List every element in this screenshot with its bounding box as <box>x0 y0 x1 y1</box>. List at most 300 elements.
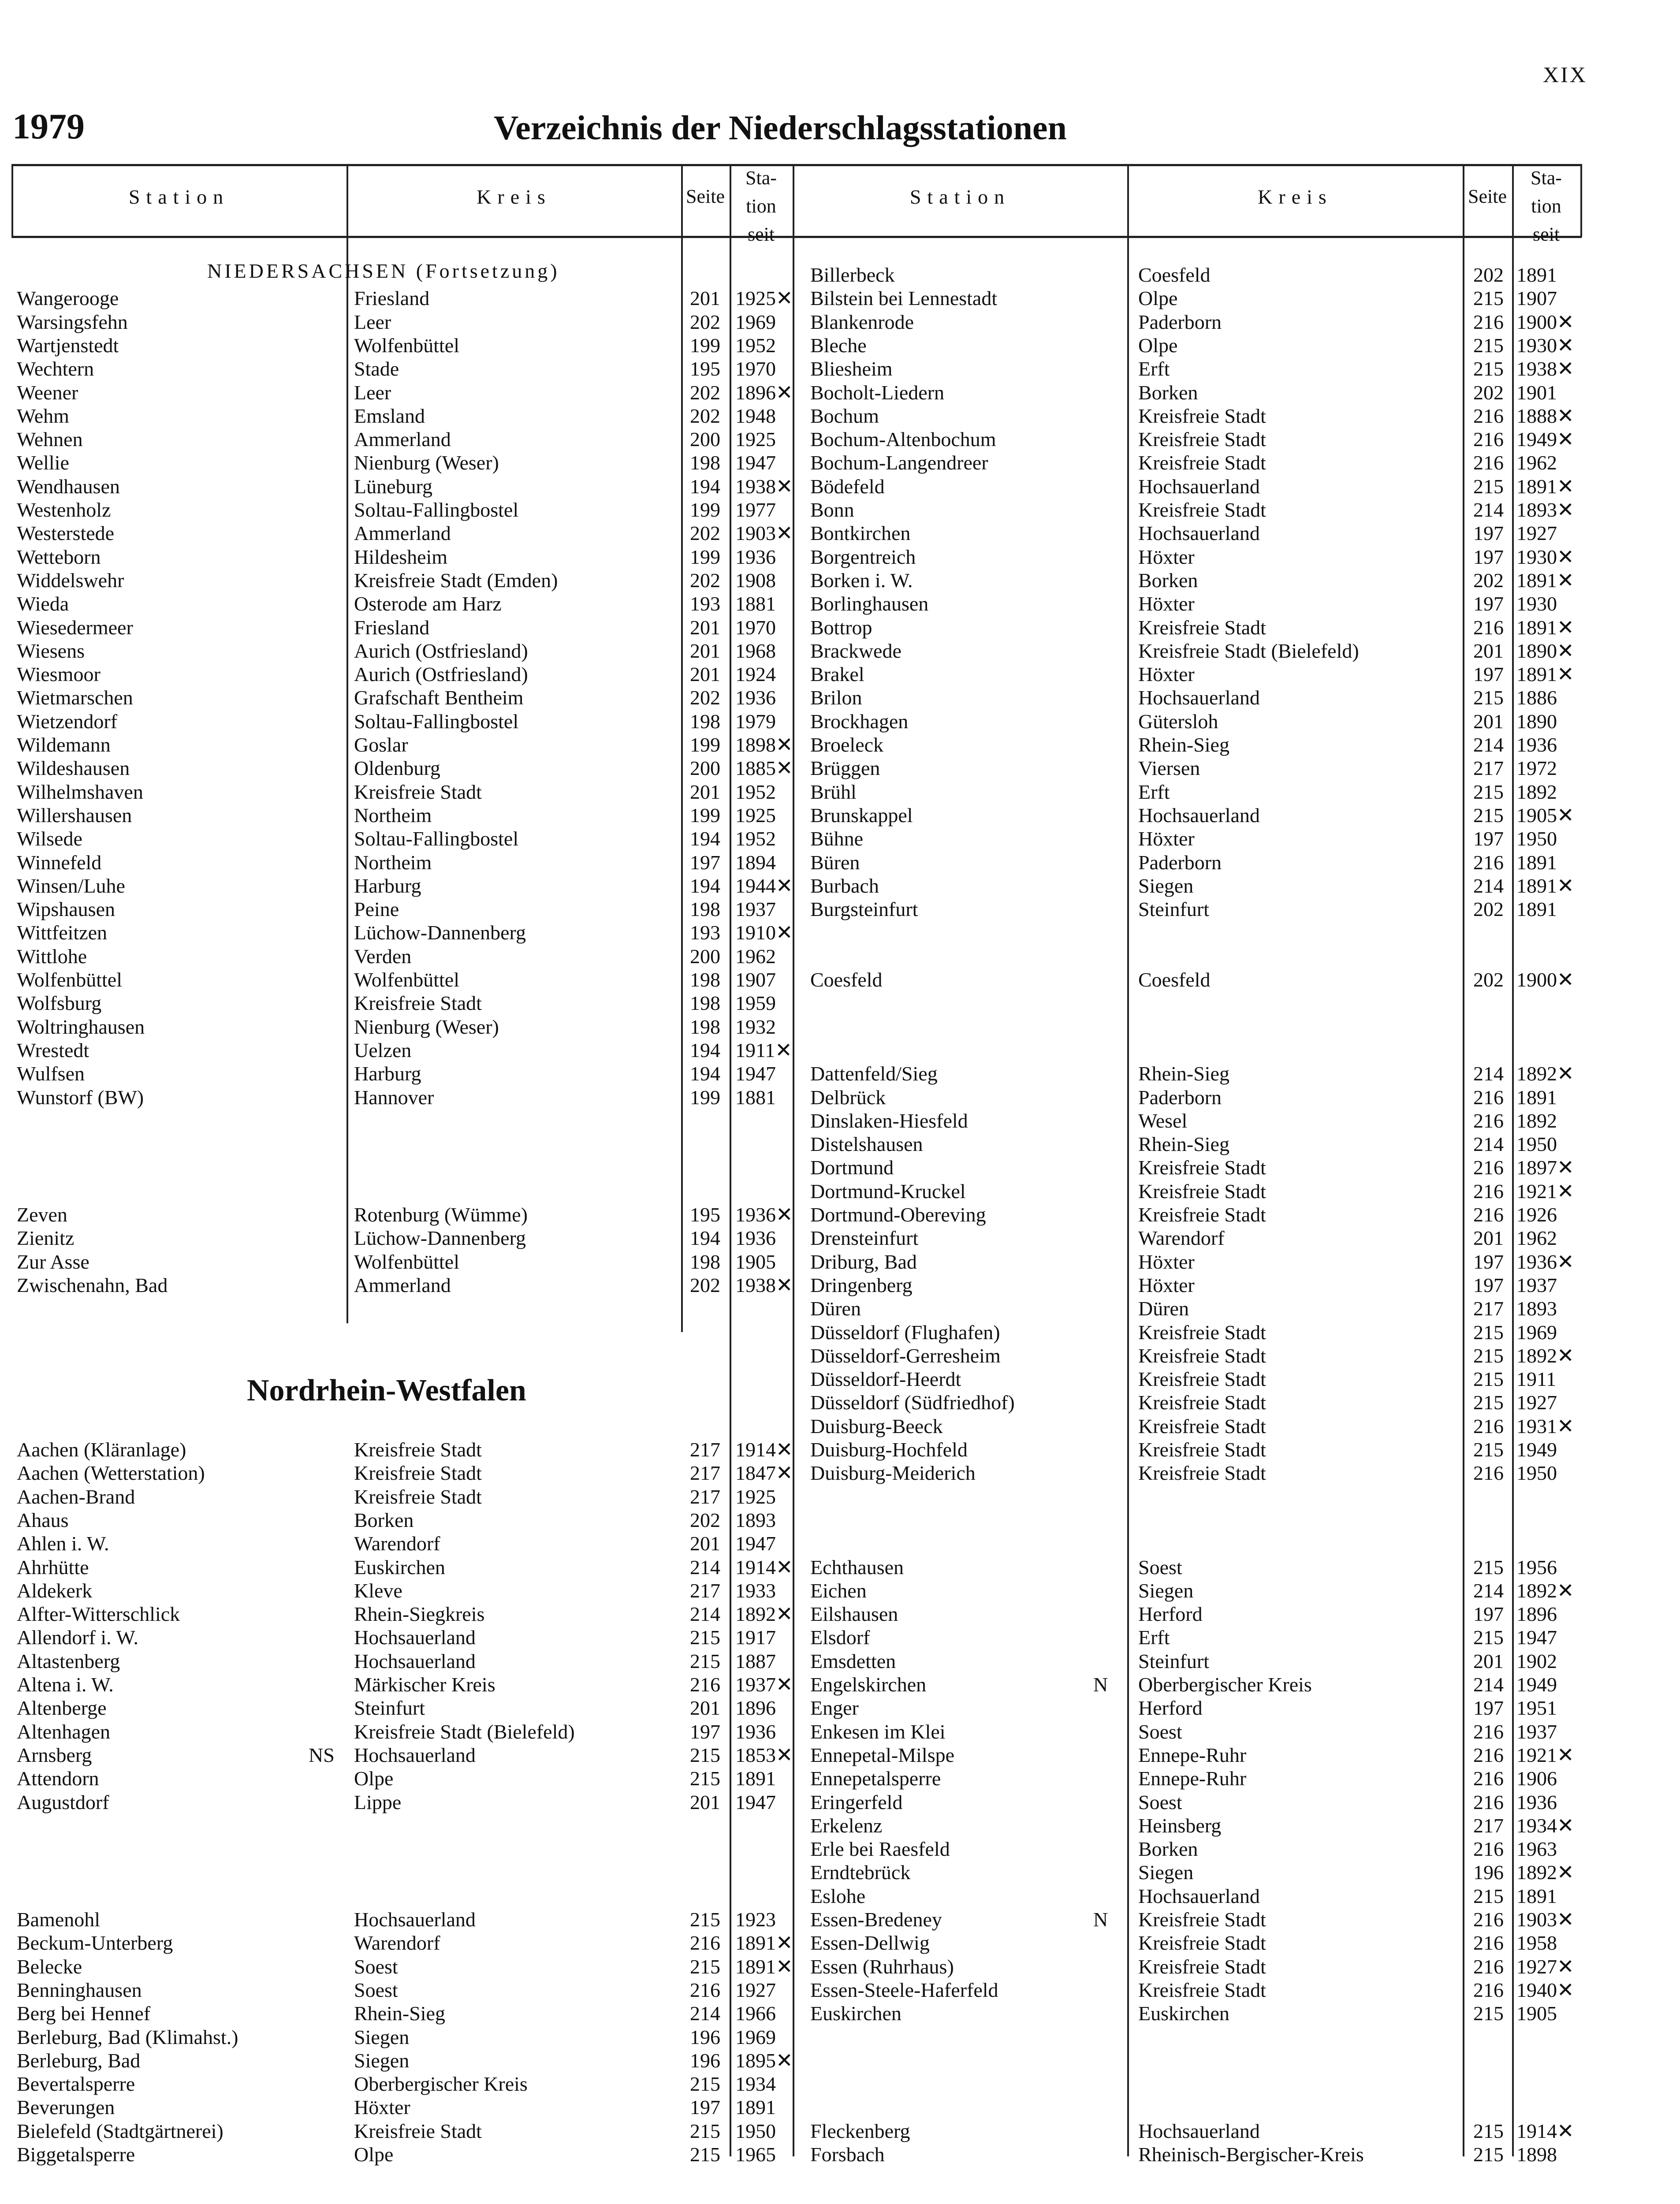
kreis-name: Steinfurt <box>354 1697 425 1720</box>
station-name: Burbach <box>810 874 879 897</box>
seite-number: 215 <box>690 1955 720 1978</box>
kreis-name: Kreisfreie Stadt <box>1138 1932 1266 1955</box>
station-since-year: 1930✕ <box>1516 334 1574 357</box>
kreis-name: Siegen <box>1138 1579 1194 1602</box>
kreis-name: Wolfenbüttel <box>354 334 460 357</box>
station-since-year: 1970 <box>735 357 776 380</box>
station-since-year: 1950 <box>1516 1133 1557 1156</box>
seite-number: 215 <box>1473 686 1504 709</box>
station-name: Berleburg, Bad <box>17 2049 141 2072</box>
station-since-year: 1936 <box>735 1720 776 1743</box>
page-title: Verzeichnis der Niederschlagsstationen <box>494 108 1067 147</box>
station-name: Wietzendorf <box>17 710 118 733</box>
station-since-year: 1952 <box>735 780 776 803</box>
station-name: Bielefeld (Stadtgärtnerei) <box>17 2119 224 2142</box>
station-since-year: 1930✕ <box>1516 545 1574 568</box>
station-name: Blankenrode <box>810 310 914 333</box>
seite-number: 198 <box>690 898 720 921</box>
station-since-year: 1907 <box>735 968 776 991</box>
station-name: Wrestedt <box>17 1039 89 1061</box>
station-since-year: 1947 <box>735 1791 776 1813</box>
seite-number: 201 <box>1473 639 1504 662</box>
seite-number: 194 <box>690 874 720 897</box>
station-since-year: 1892✕ <box>1516 1579 1574 1602</box>
seite-number: 215 <box>690 1626 720 1649</box>
station-name: Bamenohl <box>17 1908 101 1931</box>
kreis-name: Olpe <box>1138 287 1178 310</box>
kreis-name: Wolfenbüttel <box>354 968 460 991</box>
kreis-name: Erft <box>1138 780 1170 803</box>
station-name: Bonn <box>810 499 854 521</box>
kreis-name: Kreisfreie Stadt <box>1138 1978 1266 2001</box>
station-since-year: 1937 <box>1516 1273 1557 1296</box>
kreis-name: Warendorf <box>1138 1227 1225 1250</box>
seite-number: 217 <box>690 1579 720 1602</box>
station-since-year: 1937 <box>1516 1720 1557 1743</box>
seite-number: 214 <box>690 1603 720 1626</box>
station-name: Wittfeitzen <box>17 921 108 944</box>
station-name: Dinslaken-Hiesfeld <box>810 1109 968 1132</box>
kreis-name: Euskirchen <box>1138 2002 1229 2025</box>
kreis-name: Borken <box>1138 1838 1198 1861</box>
kreis-name: Borken <box>1138 381 1198 404</box>
seite-number: 201 <box>690 1532 720 1555</box>
seite-number: 199 <box>690 334 720 357</box>
seite-number: 215 <box>1473 2119 1504 2142</box>
station-since-year: 1931✕ <box>1516 1415 1574 1437</box>
page-number: XIX <box>1543 62 1587 87</box>
kreis-name: Kreisfreie Stadt <box>1138 1438 1266 1461</box>
station-name: Bottrop <box>810 616 872 639</box>
kreis-name: Kreisfreie Stadt <box>1138 1391 1266 1414</box>
station-name: Wiesedermeer <box>17 616 133 639</box>
seite-number: 215 <box>1473 1438 1504 1461</box>
kreis-name: Borken <box>354 1508 414 1531</box>
station-name: Eringerfeld <box>810 1791 903 1813</box>
kreis-name: Viersen <box>1138 757 1200 780</box>
seite-number: 199 <box>690 733 720 756</box>
kreis-name: Friesland <box>354 287 430 310</box>
station-name: Borgentreich <box>810 545 916 568</box>
station-name: Widdelswehr <box>17 569 124 592</box>
seite-number: 201 <box>690 616 720 639</box>
seite-number: 201 <box>1473 710 1504 733</box>
station-since-year: 1901 <box>1516 381 1557 404</box>
station-name: Benninghausen <box>17 1978 142 2001</box>
kreis-name: Wesel <box>1138 1109 1188 1132</box>
station-since-year: 1885✕ <box>735 757 793 780</box>
header-seit-right <box>1512 164 1580 249</box>
station-name: Wartjenstedt <box>17 334 119 357</box>
kreis-name: Stade <box>354 357 399 380</box>
seite-number: 202 <box>1473 569 1504 592</box>
station-name: Delbrück <box>810 1086 886 1109</box>
station-name: Wulfsen <box>17 1062 85 1085</box>
header-seit-left <box>730 164 793 249</box>
station-since-year: 1911 <box>1516 1368 1557 1391</box>
station-since-year: 1894 <box>735 851 776 874</box>
station-name: Dringenberg <box>810 1273 913 1296</box>
station-name: Coesfeld <box>810 968 883 991</box>
kreis-name: Steinfurt <box>1138 898 1209 921</box>
header-kreis-right: Kreis <box>1258 186 1333 208</box>
seite-number: 214 <box>1473 1579 1504 1602</box>
kreis-name: Ammerland <box>354 1273 451 1296</box>
station-since-year: 1968 <box>735 639 776 662</box>
station-since-year: 1891 <box>735 1767 776 1790</box>
seite-number: 201 <box>690 663 720 686</box>
header-kreis-left: Kreis <box>477 186 551 208</box>
station-name: Driburg, Bad <box>810 1250 917 1273</box>
station-since-year: 1933 <box>735 1579 776 1602</box>
kreis-name: Siegen <box>1138 1861 1194 1884</box>
kreis-name: Leer <box>354 381 391 404</box>
kreis-name: Rhein-Sieg <box>1138 1062 1229 1085</box>
station-name: Ahlen i. W. <box>17 1532 109 1555</box>
station-name: Distelshausen <box>810 1133 923 1156</box>
kreis-name: Verden <box>354 945 412 968</box>
kreis-name: Kreisfreie Stadt <box>1138 1368 1266 1391</box>
header-station-right: Station <box>909 186 1011 208</box>
kreis-name: Erft <box>1138 1626 1170 1649</box>
kreis-name: Hochsauerland <box>354 1649 476 1672</box>
seite-number: 202 <box>690 569 720 592</box>
kreis-name: Wolfenbüttel <box>354 1250 460 1273</box>
station-since-year: 1892✕ <box>1516 1861 1574 1884</box>
station-name: Zeven <box>17 1203 67 1226</box>
station-name: Weener <box>17 381 78 404</box>
station-since-year: 1891 <box>735 2096 776 2119</box>
seite-number: 215 <box>1473 1321 1504 1344</box>
seite-number: 201 <box>690 639 720 662</box>
rule-right-station-kreis <box>1127 164 1129 2156</box>
station-name: Forsbach <box>810 2143 885 2166</box>
kreis-name: Ennepe-Ruhr <box>1138 1767 1247 1790</box>
seite-number: 202 <box>690 310 720 333</box>
seite-number: 216 <box>1473 1932 1504 1955</box>
station-name: Wunstorf (BW) <box>17 1086 144 1109</box>
station-since-year: 1881 <box>735 592 776 615</box>
kreis-name: Höxter <box>1138 663 1195 686</box>
station-since-year: 1937 <box>735 898 776 921</box>
kreis-name: Friesland <box>354 616 430 639</box>
kreis-name: Hildesheim <box>354 545 448 568</box>
kreis-name: Kreisfreie Stadt <box>1138 428 1266 451</box>
station-name: Arnsberg <box>17 1743 92 1766</box>
kreis-name: Oldenburg <box>354 757 440 780</box>
station-name: Brockhagen <box>810 710 909 733</box>
station-since-year: 1914✕ <box>1516 2119 1574 2142</box>
seite-number: 215 <box>1473 2143 1504 2166</box>
kreis-name: Soest <box>354 1978 398 2001</box>
seite-number: 215 <box>690 2119 720 2142</box>
station-name: Bochum <box>810 404 879 427</box>
seite-number: 197 <box>1473 545 1504 568</box>
station-since-year: 1891 <box>1516 851 1557 874</box>
station-since-year: 1947 <box>735 1532 776 1555</box>
seite-number: 215 <box>1473 1344 1504 1367</box>
station-since-year: 1914✕ <box>735 1438 793 1461</box>
station-name: Duisburg-Hochfeld <box>810 1438 968 1461</box>
station-name: Bochum-Langendreer <box>810 451 988 474</box>
kreis-name: Warendorf <box>354 1532 440 1555</box>
station-since-year: 1892 <box>1516 780 1557 803</box>
kreis-name: Herford <box>1138 1603 1203 1626</box>
station-since-year: 1921✕ <box>1516 1180 1574 1203</box>
station-since-year: 1891✕ <box>1516 663 1574 686</box>
kreis-name: Rhein-Sieg <box>354 2002 445 2025</box>
kreis-name: Kreisfreie Stadt (Bielefeld) <box>354 1720 575 1743</box>
station-since-year: 1881 <box>735 1086 776 1109</box>
kreis-name: Lüchow-Dannenberg <box>354 921 526 944</box>
seite-number: 196 <box>1473 1861 1504 1884</box>
seite-number: 214 <box>1473 1062 1504 1085</box>
kreis-name: Kreisfreie Stadt <box>1138 1908 1266 1931</box>
station-since-year: 1900✕ <box>1516 310 1574 333</box>
seite-number: 201 <box>690 780 720 803</box>
seite-number: 201 <box>690 1791 720 1813</box>
station-since-year: 1947 <box>735 1062 776 1085</box>
station-since-year: 1910✕ <box>735 921 793 944</box>
seite-number: 200 <box>690 945 720 968</box>
station-name: Erndtebrück <box>810 1861 911 1884</box>
seite-number: 197 <box>1473 1697 1504 1720</box>
station-since-year: 1962 <box>735 945 776 968</box>
kreis-name: Kreisfreie Stadt <box>1138 1203 1266 1226</box>
seite-number: 193 <box>690 921 720 944</box>
station-since-year: 1940✕ <box>1516 1978 1574 2001</box>
station-since-year: 1962 <box>1516 1227 1557 1250</box>
station-since-year: 1949 <box>1516 1673 1557 1696</box>
station-since-year: 1950 <box>1516 1462 1557 1485</box>
station-name: Wittlohe <box>17 945 87 968</box>
station-since-year: 1893✕ <box>1516 499 1574 521</box>
station-since-year: 1958 <box>1516 1932 1557 1955</box>
kreis-name: Kreisfreie Stadt <box>1138 1180 1266 1203</box>
station-name: Wietmarschen <box>17 686 133 709</box>
station-name: Echthausen <box>810 1556 904 1579</box>
station-name: Altenberge <box>17 1697 107 1720</box>
kreis-name: Aurich (Ostfriesland) <box>354 639 528 662</box>
kreis-name: Kreisfreie Stadt <box>354 992 482 1015</box>
seite-number: 199 <box>690 804 720 826</box>
header-seit-line: Sta- <box>745 167 777 189</box>
station-since-year: 1897✕ <box>1516 1156 1574 1179</box>
kreis-name: Höxter <box>1138 827 1195 850</box>
station-name: Engelskirchen <box>810 1673 927 1696</box>
station-since-year: 1896✕ <box>735 381 793 404</box>
kreis-name: Märkischer Kreis <box>354 1673 495 1696</box>
kreis-name: Paderborn <box>1138 310 1222 333</box>
kreis-name: Leer <box>354 310 391 333</box>
station-name: Elsdorf <box>810 1626 870 1649</box>
station-since-year: 1930 <box>1516 592 1557 615</box>
seite-number: 216 <box>1473 1955 1504 1978</box>
station-name: Eilshausen <box>810 1603 898 1626</box>
seite-number: 196 <box>690 2049 720 2072</box>
station-since-year: 1972 <box>1516 757 1557 780</box>
header-seit-line: tion <box>746 195 776 217</box>
kreis-name: Hochsauerland <box>354 1908 476 1931</box>
seite-number: 197 <box>1473 1273 1504 1296</box>
station-since-year: 1944✕ <box>735 874 793 897</box>
seite-number: 197 <box>690 851 720 874</box>
station-name: Fleckenberg <box>810 2119 910 2142</box>
seite-number: 202 <box>1473 968 1504 991</box>
kreis-name: Lüneburg <box>354 475 433 498</box>
header-station-left: Station <box>128 186 230 208</box>
seite-number: 201 <box>1473 1227 1504 1250</box>
seite-number: 217 <box>1473 1297 1504 1320</box>
seite-number: 216 <box>1473 1767 1504 1790</box>
station-name: Ennepetalsperre <box>810 1767 941 1790</box>
seite-number: 216 <box>1473 1156 1504 1179</box>
header-seit-line: seit <box>1532 223 1560 245</box>
rule-left-station-kreis <box>346 164 348 1323</box>
kreis-name: Grafschaft Bentheim <box>354 686 524 709</box>
station-name: Belecke <box>17 1955 82 1978</box>
station-note: N <box>1093 1673 1108 1696</box>
station-name: Büren <box>810 851 860 874</box>
kreis-name: Soltau-Fallingbostel <box>354 710 519 733</box>
kreis-name: Höxter <box>354 2096 410 2119</box>
kreis-name: Warendorf <box>354 1932 440 1955</box>
station-name: Wetteborn <box>17 545 101 568</box>
station-since-year: 1895✕ <box>735 2049 793 2072</box>
station-since-year: 1905 <box>1516 2002 1557 2025</box>
kreis-name: Coesfeld <box>1138 968 1211 991</box>
station-note: NS <box>309 1743 335 1766</box>
station-since-year: 1969 <box>735 310 776 333</box>
station-since-year: 1892✕ <box>735 1603 793 1626</box>
station-name: Euskirchen <box>810 2002 901 2025</box>
station-since-year: 1927✕ <box>1516 1955 1574 1978</box>
seite-number: 217 <box>690 1485 720 1508</box>
seite-number: 194 <box>690 475 720 498</box>
station-since-year: 1907 <box>1516 287 1557 310</box>
station-since-year: 1936 <box>735 545 776 568</box>
kreis-name: Kreisfreie Stadt <box>1138 616 1266 639</box>
station-name: Duisburg-Meiderich <box>810 1462 976 1485</box>
seite-number: 195 <box>690 357 720 380</box>
station-name: Wechtern <box>17 357 94 380</box>
station-since-year: 1900✕ <box>1516 968 1574 991</box>
kreis-name: Soest <box>354 1955 398 1978</box>
kreis-name: Hochsauerland <box>1138 686 1260 709</box>
station-name: Wehm <box>17 404 69 427</box>
station-name: Zwischenahn, Bad <box>17 1273 168 1296</box>
seite-number: 215 <box>690 1743 720 1766</box>
seite-number: 214 <box>1473 733 1504 756</box>
station-name: Burgsteinfurt <box>810 898 918 921</box>
station-since-year: 1892✕ <box>1516 1062 1574 1085</box>
kreis-name: Kreisfreie Stadt (Bielefeld) <box>1138 639 1359 662</box>
seite-number: 215 <box>690 1767 720 1790</box>
header-seite-right: Seite <box>1468 186 1507 207</box>
station-name: Eslohe <box>810 1884 866 1907</box>
station-name: Wangerooge <box>17 287 119 310</box>
header-seit-line: Sta- <box>1531 167 1562 189</box>
kreis-name: Oberbergischer Kreis <box>354 2073 528 2096</box>
seite-number: 216 <box>1473 1180 1504 1203</box>
station-name: Alfter-Witterschlick <box>17 1603 180 1626</box>
station-name: Aldekerk <box>17 1579 93 1602</box>
seite-number: 202 <box>690 522 720 545</box>
station-name: Erkelenz <box>810 1814 883 1837</box>
station-since-year: 1952 <box>735 334 776 357</box>
station-name: Attendorn <box>17 1767 99 1790</box>
kreis-name: Kleve <box>354 1579 402 1602</box>
station-since-year: 1891 <box>1516 1884 1557 1907</box>
station-since-year: 1965 <box>735 2143 776 2166</box>
seite-number: 216 <box>1473 428 1504 451</box>
station-name: Dattenfeld/Sieg <box>810 1062 938 1085</box>
kreis-name: Rhein-Sieg <box>1138 733 1229 756</box>
seite-number: 197 <box>1473 1603 1504 1626</box>
kreis-name: Kreisfreie Stadt <box>1138 1156 1266 1179</box>
station-since-year: 1924 <box>735 663 776 686</box>
kreis-name: Soltau-Fallingbostel <box>354 499 519 521</box>
kreis-name: Kreisfreie Stadt <box>1138 499 1266 521</box>
seite-number: 202 <box>690 686 720 709</box>
station-since-year: 1926 <box>1516 1203 1557 1226</box>
station-name: Brackwede <box>810 639 901 662</box>
station-since-year: 1938✕ <box>735 1273 793 1296</box>
station-since-year: 1936 <box>1516 733 1557 756</box>
station-since-year: 1914✕ <box>735 1556 793 1579</box>
station-name: Bleche <box>810 334 867 357</box>
kreis-name: Northeim <box>354 804 432 826</box>
station-name: Dortmund-Obereving <box>810 1203 986 1226</box>
station-since-year: 1936 <box>735 1227 776 1250</box>
station-since-year: 1891✕ <box>1516 475 1574 498</box>
kreis-name: Hochsauerland <box>1138 1884 1260 1907</box>
kreis-name: Kreisfreie Stadt (Emden) <box>354 569 558 592</box>
header-seite-left: Seite <box>686 186 725 207</box>
seite-number: 202 <box>690 381 720 404</box>
station-name: Düsseldorf-Heerdt <box>810 1368 961 1391</box>
station-since-year: 1905✕ <box>1516 804 1574 826</box>
station-name: Essen-Steele-Haferfeld <box>810 1978 998 2001</box>
kreis-name: Ammerland <box>354 522 451 545</box>
seite-number: 215 <box>1473 2002 1504 2025</box>
kreis-name: Rotenburg (Wümme) <box>354 1203 528 1226</box>
kreis-name: Harburg <box>354 874 421 897</box>
kreis-name: Kreisfreie Stadt <box>354 2119 482 2142</box>
kreis-name: Kreisfreie Stadt <box>1138 1955 1266 1978</box>
seite-number: 198 <box>690 1015 720 1038</box>
seite-number: 216 <box>690 1673 720 1696</box>
seite-number: 215 <box>1473 804 1504 826</box>
seite-number: 194 <box>690 1039 720 1061</box>
seite-number: 196 <box>690 2025 720 2048</box>
seite-number: 201 <box>1473 1649 1504 1672</box>
station-name: Biggetalsperre <box>17 2143 135 2166</box>
seite-number: 194 <box>690 1227 720 1250</box>
station-name: Bilstein bei Lennestadt <box>810 287 998 310</box>
kreis-name: Kreisfreie Stadt <box>1138 1415 1266 1437</box>
station-since-year: 1956 <box>1516 1556 1557 1579</box>
kreis-name: Oberbergischer Kreis <box>1138 1673 1312 1696</box>
kreis-name: Rhein-Siegkreis <box>354 1603 485 1626</box>
seite-number: 216 <box>690 1978 720 2001</box>
rule-right-seite-seit <box>1512 164 1514 2156</box>
seite-number: 214 <box>1473 1133 1504 1156</box>
station-since-year: 1888✕ <box>1516 404 1574 427</box>
station-name: Wellie <box>17 451 69 474</box>
station-since-year: 1936✕ <box>735 1203 793 1226</box>
kreis-name: Ammerland <box>354 428 451 451</box>
